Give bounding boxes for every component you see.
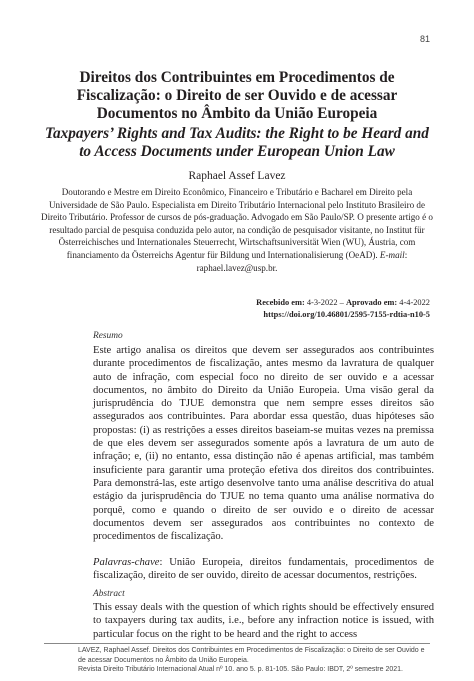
- approved-date: 4-4-2022: [399, 298, 430, 307]
- doi-link[interactable]: https://doi.org/10.46801/2595-7155-rdtia-n10-5: [263, 310, 430, 319]
- author-email: raphael.lavez@usp.br.: [196, 262, 278, 273]
- author-name: Raphael Assef Lavez: [188, 170, 286, 182]
- title-portuguese: Direitos dos Contribuintes em Procedimentos de Fiscalização: o Direito de ser Ouvido e de acessar Documentos no Âmbito da União Europeia: [76, 69, 398, 122]
- email-label: E-mail: [379, 249, 405, 260]
- title-english: Taxpayers’ Rights and Tax Audits: the Right to be Heard and to Access Documents under European Union Law: [45, 125, 429, 160]
- keywords-label: Palavras-chave: [93, 557, 160, 568]
- dates-line: Recebido em: 4-3-2022 – Aprovado em: 4-4-2022: [256, 298, 430, 307]
- submission-info: [256, 297, 430, 321]
- page-number: 81: [419, 34, 430, 44]
- received-label: Recebido em:: [256, 298, 305, 307]
- received-date: 4-3-2022: [306, 298, 338, 307]
- keywords-text: União Europeia, direitos fundamentais, procedimentos de fiscalização, direito de ser ouvido, direito de acessar documentos, restrições.: [93, 557, 434, 582]
- abstract-text: This essay deals with the question of which rights should be effectively ensured to taxpayers during tax audits, i.e., before any infraction notice is issued, with particular focus on the right to be heard and the right to access: [93, 602, 434, 640]
- footer-citation: LAVEZ, Raphael Assef. Direitos dos Contribuintes em Procedimentos de Fiscalização: o Direito de ser Ouvido e de acessar Documentos no Âmbito da União Europeia.: [78, 647, 425, 664]
- author-bio-text: Doutorando e Mestre em Direito Econômico, Financeiro e Tributário e Bacharel em Direito pela Universidade de São Paulo. Especialista em Direito Tributário Internacional pelo Instituto Brasileiro de Direito Tributário. Professor de cursos de pós-graduação. Advogado em São Paulo/SP. O presente artigo é o resultado parcial de pesquisa conduzida pelo autor, na condição de pesquisador visitante, no Institut für Österreichisches und Internationales Steuerrecht, Wirtschaftsuniversität Wien (WU), Áustria, com financiamento da Österreichs Agentur für Bildung und Internationalisierung (OeAD).: [41, 187, 433, 260]
- author-bio: Doutorando e Mestre em Direito Econômico, Financeiro e Tributário e Bacharel em Direito pela Universidade de São Paulo. Especialista em Direito Tributário Internacional pelo Instituto Brasileiro de Direito Tributário. Professor de cursos de pós-graduação. Advogado em São Paulo/SP. O presente artigo é o resultado parcial de pesquisa conduzida pelo autor, na condição de pesquisador visitante, no Institut für Österreichisches und Internationales Steuerrecht, Wirtschaftsuniversität Wien (WU), Áustria, com financiamento da Österreichs Agentur für Bildung und Internationalisierung (OeAD). E-mail: raphael.lavez@usp.br.: [41, 187, 433, 273]
- resumo-text: Este artigo analisa os direitos que devem ser assegurados aos contribuintes durante procedimentos de fiscalização, antes mesmo da lavratura de qualquer auto de infração, com especial foco no direito de ser ouvido e a acessar documentos, no âmbito do Direito da União Europeia. Uma visão geral da jurisprudência do TJUE demonstra que nem sempre esses direitos são assegurados aos contribuintes. Para abordar essa questão, duas hipóteses são propostas: (i) as restrições a esses direitos baseiam-se muitas vezes na premissa de que eles devem ser assegurados somente após a lavratura de um auto de infração; e, (ii) no entanto, essa distinção não é apenas artificial, mas também insuficiente para garantir uma proteção efetiva dos direitos dos contribuintes. Para demonstrá-las, este artigo desenvolve tanto uma análise descritiva do atual estágio da jurisprudência do TJUE no tema quanto uma análise normativa do porquê, como e quando o direito de ser ouvido e o direito de acessar documentos devem ser assegurados aos contribuintes no contexto de procedimentos de fiscalização.: [93, 345, 434, 543]
- footer-divider: [44, 643, 430, 644]
- resumo-heading: Resumo: [93, 331, 123, 341]
- approved-label: Aprovado em:: [345, 298, 398, 307]
- footer-journal: Revista Direito Tributário Internacional Atual nº 10. ano 5. p. 81-105. São Paulo: IBDT, 2º semestre 2021.: [78, 666, 403, 674]
- footer: [78, 646, 434, 675]
- abstract-heading: Abstract: [93, 589, 125, 599]
- keywords: Palavras-chave: União Europeia, direitos fundamentais, procedimentos de fiscalização, direito de ser ouvido, direito de acessar documentos, restrições.: [93, 557, 434, 582]
